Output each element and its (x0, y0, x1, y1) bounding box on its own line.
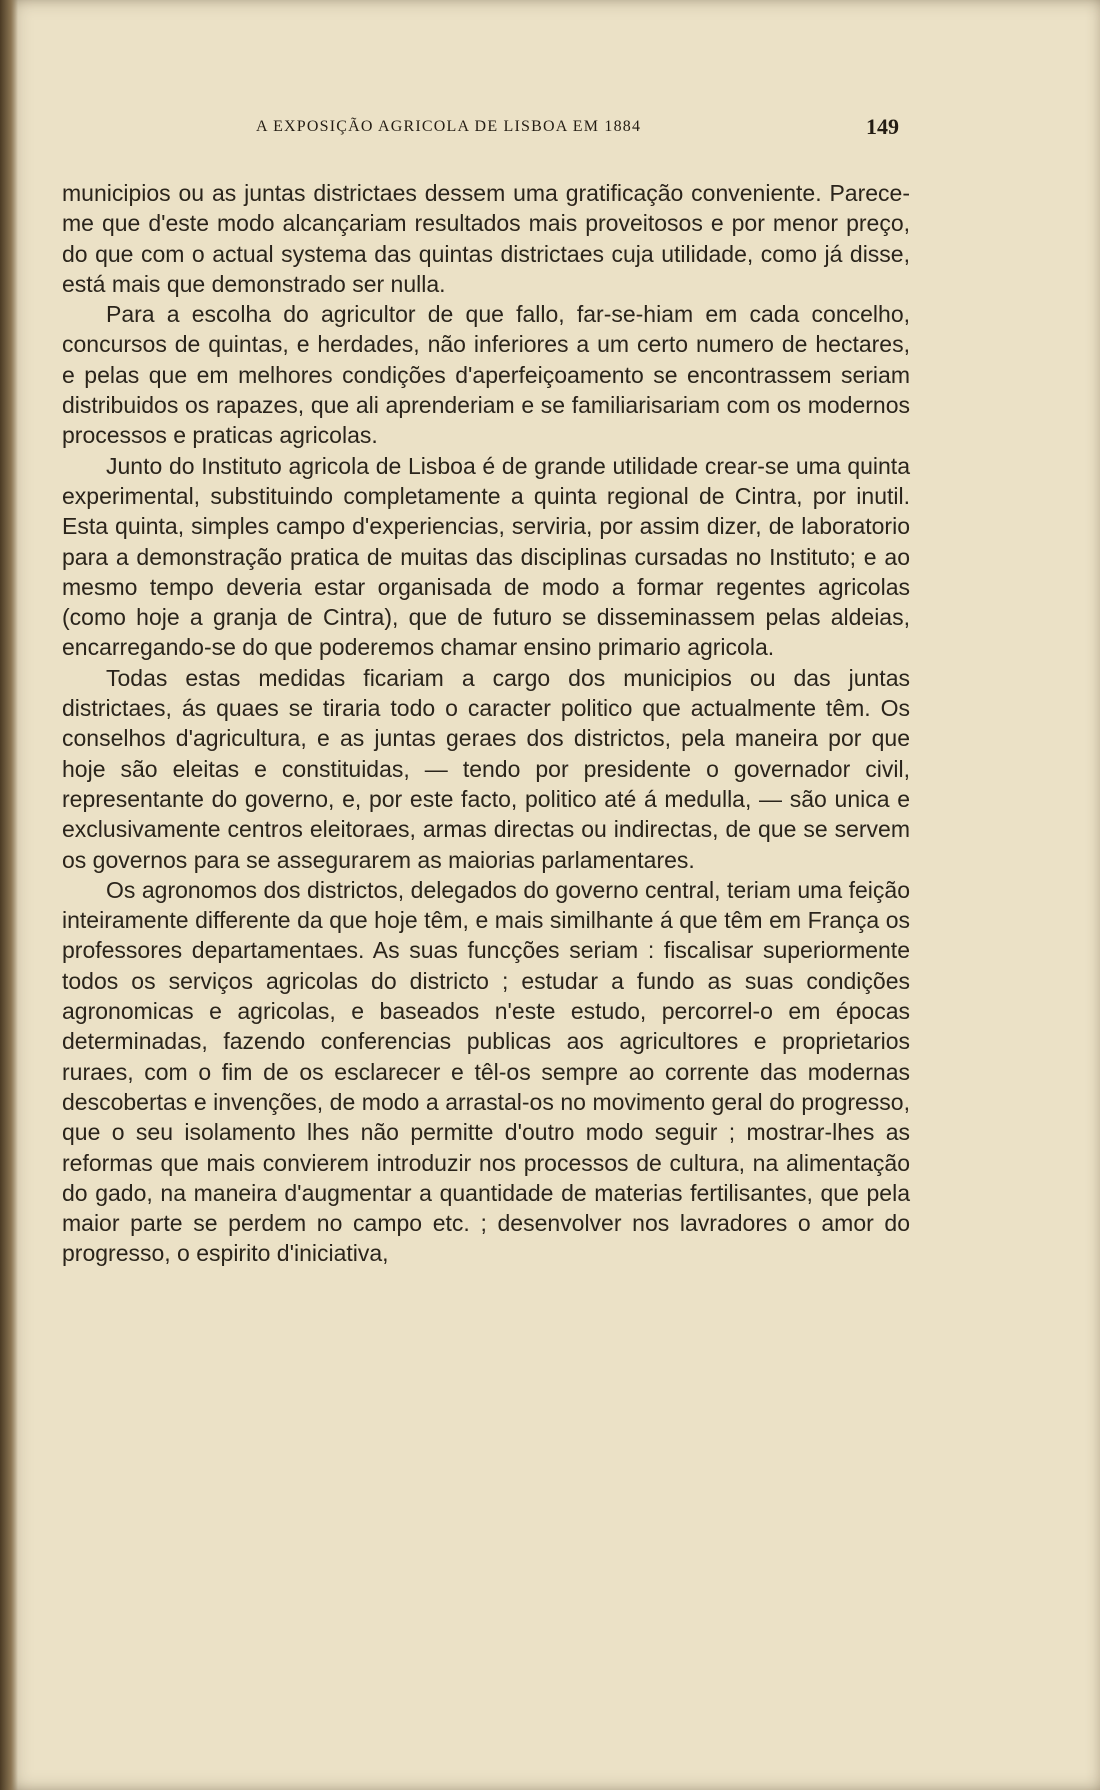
body-text (62, 178, 910, 1269)
paragraph-2: Para a escolha do agricultor de que fallo, far-se-hiam em cada concelho, concursos de quintas, e herdades, não inferiores a um certo numero de hectares, e pelas que em melhores condições d'aperfeiçoamento se encontrassem seriam distribuidos os rapazes, que ali aprenderiam e se familiarisariam com os modernos processos e praticas agricolas. (62, 301, 910, 449)
page-edge-shadow (0, 0, 18, 1790)
running-title: A EXPOSIÇÃO AGRICOLA DE LISBOA EM 1884 (256, 118, 642, 135)
page-header (0, 114, 1100, 144)
paragraph-5: Os agronomos dos districtos, delegados do governo central, teriam uma feição inteiramente differente da que hoje têm, e mais similhante á que têm em França os professores departamentaes. As suas funcções seriam : fiscalisar superiormente todos os serviços agricolas do districto ; estudar a fundo as suas condições agronomicas e agricolas, e baseados n'este estudo, percorrel-o em épocas determinadas, fazendo conferencias publicas aos agricultores e proprietarios ruraes, com o fim de os esclarecer e têl-os sempre ao corrente das modernas descobertas e invenções, de modo a arrastal-os no movimento geral do progresso, que o seu isolamento lhes não permitte d'outro modo seguir ; mostrar-lhes as reformas que mais convierem introduzir nos processos de cultura, na alimentação do gado, na maneira d'augmentar a quantidade de materias fertilisantes, que pela maior parte se perdem no campo etc. ; desenvolver nos lavradores o amor do progresso, o espirito d'iniciativa, (62, 876, 910, 1267)
page-number: 149 (866, 114, 899, 139)
paragraph-4: Todas estas medidas ficariam a cargo dos municipios ou das juntas districtaes, ás quaes se tiraria todo o caracter politico que actualmente têm. Os conselhos d'agricultura, e as juntas geraes dos districtos, pela maneira por que hoje são eleitas e constituidas, — tendo por presidente o governador civil, representante do governo, e, por este facto, politico até á medulla, — são unica e exclusivamente centros eleitoraes, armas directas ou indirectas, de que se servem os governos para se assegurarem as maiorias parlamentares. (62, 664, 910, 873)
paragraph-3: Junto do Instituto agricola de Lisboa é de grande utilidade crear-se uma quinta experimental, substituindo completamente a quinta regional de Cintra, por inutil. Esta quinta, simples campo d'experiencias, serviria, por assim dizer, de laboratorio para a demonstração pratica de muitas das disciplinas cursadas no Instituto; e ao mesmo tempo deveria estar organisada de modo a formar regentes agricolas (como hoje a granja de Cintra), que de futuro se disseminassem pelas aldeias, encarregando-se do que poderemos chamar ensino primario agricola. (62, 452, 910, 661)
paragraph-1: municipios ou as juntas districtaes dessem uma gratificação conveniente. Parece-me que d'este modo alcançariam resultados mais proveitosos e por menor preço, do que com o actual systema das quintas districtaes cuja utilidade, como já disse, está mais que demonstrado ser nulla. (62, 180, 910, 297)
